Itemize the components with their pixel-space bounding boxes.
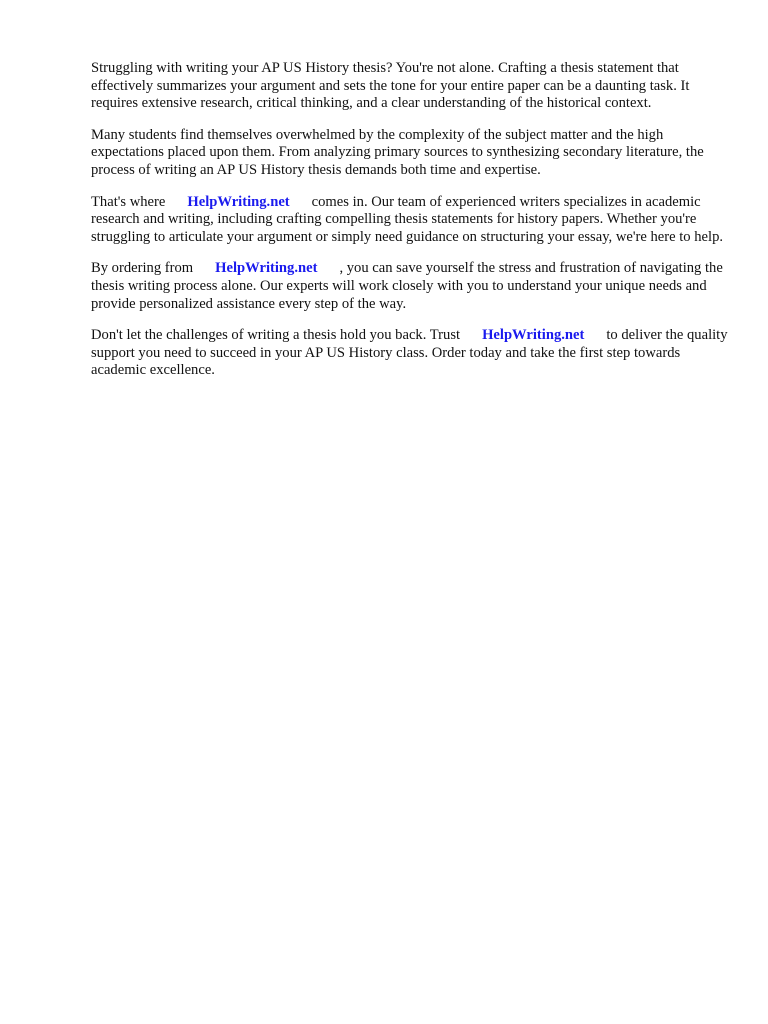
paragraph-intro [91,60,731,113]
paragraph-closing [91,327,731,380]
paragraph-difficulty [91,127,731,180]
paragraph-ordering [91,260,731,313]
helpwriting-link-3[interactable]: HelpWriting.net [482,327,585,344]
paragraph-closing-lead: Don't let the challenges of writing a thesis hold you back. Trust [91,327,461,344]
paragraph-ordering-lead: By ordering from [91,260,194,277]
document-body [91,60,731,394]
paragraph-service [91,194,731,247]
paragraph-closing-tail: to deliver the quality support you need to succeed in your AP US History class. Order today and take the first step towards academic excellence. [91,327,728,379]
helpwriting-link-1[interactable]: HelpWriting.net [187,193,290,210]
helpwriting-link-2[interactable]: HelpWriting.net [215,260,318,277]
paragraph-service-lead: That's where [91,193,166,210]
paragraph-service-tail: comes in. Our team of experienced writers specializes in academic research and writing, including crafting compelling thesis statements for history papers. Whether you're struggling to articulate your argument or simply need guidance on structuring your essay, we're here to help. [91,193,724,245]
paragraph-intro-text: Struggling with writing your AP US History thesis? You're not alone. Crafting a thesis statement that effectively summarizes your argument and sets the tone for your entire paper can be a daunting task. It requires extensive research, critical thinking, and a clear understanding of the historical context. [91,60,690,112]
paragraph-ordering-tail: , you can save yourself the stress and frustration of navigating the thesis writing process alone. Our experts will work closely with you to understand your unique needs and provide personalized assistance every step of the way. [91,260,723,312]
paragraph-difficulty-text: Many students find themselves overwhelmed by the complexity of the subject matter and the high expectations placed upon them. From analyzing primary sources to synthesizing secondary literature, the process of writing an AP US History thesis demands both time and expertise. [91,126,704,178]
